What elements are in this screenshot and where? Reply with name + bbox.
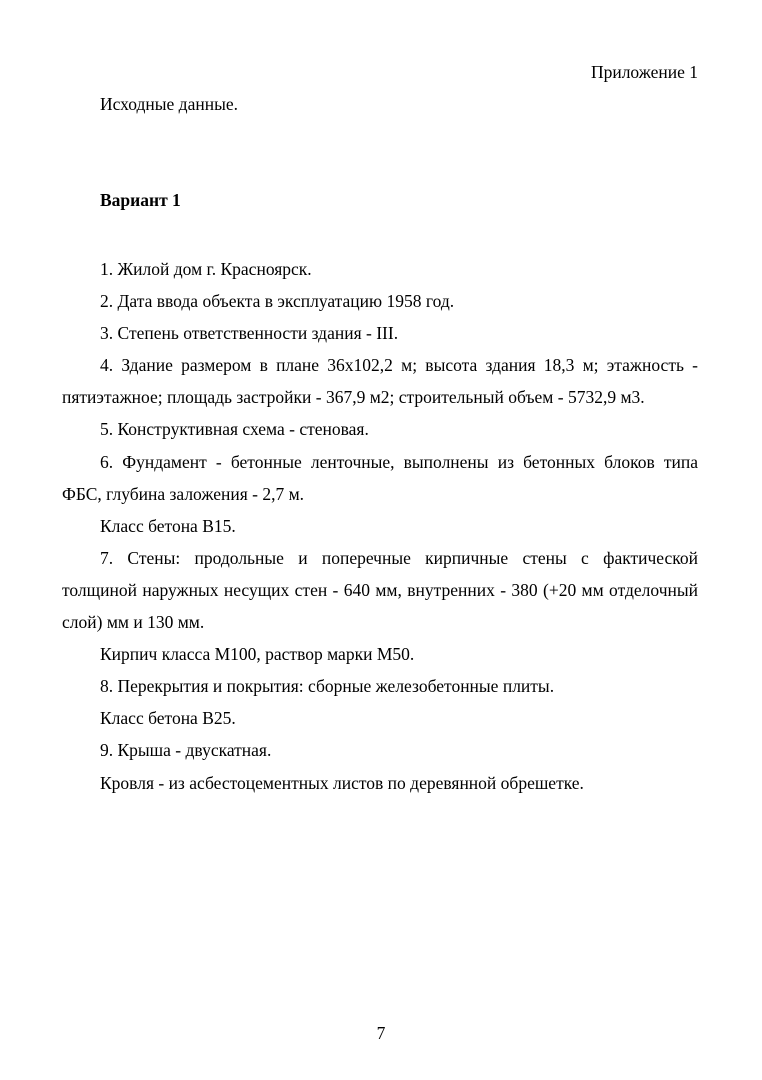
list-item: 4. Здание размером в плане 36х102,2 м; высота здания 18,3 м; этажность - пятиэтажное; площадь застройки - 367,9 м2; строительный объем - 5732,9 м3. bbox=[62, 355, 698, 408]
list-item: Класс бетона В15. bbox=[100, 515, 236, 536]
list-item: 7. Стены: продольные и поперечные кирпичные стены с фактической толщиной наружных несущих стен - 640 мм, внутренних - 380 (+20 мм отделочный слой) мм и 130 мм. bbox=[62, 547, 698, 633]
list-item: 9. Крыша - двускатная. bbox=[100, 740, 272, 761]
list-item: 6. Фундамент - бетонные ленточные, выполнены из бетонных блоков типа ФБС, глубина заложения - 2,7 м. bbox=[62, 451, 698, 504]
list-item: 3. Степень ответственности здания - III. bbox=[100, 323, 399, 344]
specification-list bbox=[62, 253, 698, 799]
list-item: 2. Дата ввода объекта в эксплуатацию 1958 год. bbox=[100, 291, 455, 312]
list-item: Кирпич класса М100, раствор марки М50. bbox=[100, 644, 415, 665]
list-item: 8. Перекрытия и покрытия: сборные железобетонные плиты. bbox=[100, 676, 555, 697]
list-item: Кровля - из асбестоцементных листов по деревянной обрешетке. bbox=[100, 772, 584, 793]
variant-title: Вариант 1 bbox=[100, 190, 181, 210]
source-data-heading: Исходные данные. bbox=[100, 94, 238, 114]
list-item: 1. Жилой дом г. Красноярск. bbox=[100, 259, 312, 279]
appendix-label: Приложение 1 bbox=[590, 62, 698, 82]
list-item: Класс бетона В25. bbox=[100, 708, 236, 729]
list-item: 5. Конструктивная схема - стеновая. bbox=[100, 419, 369, 440]
page-number: 7 bbox=[376, 1023, 386, 1043]
